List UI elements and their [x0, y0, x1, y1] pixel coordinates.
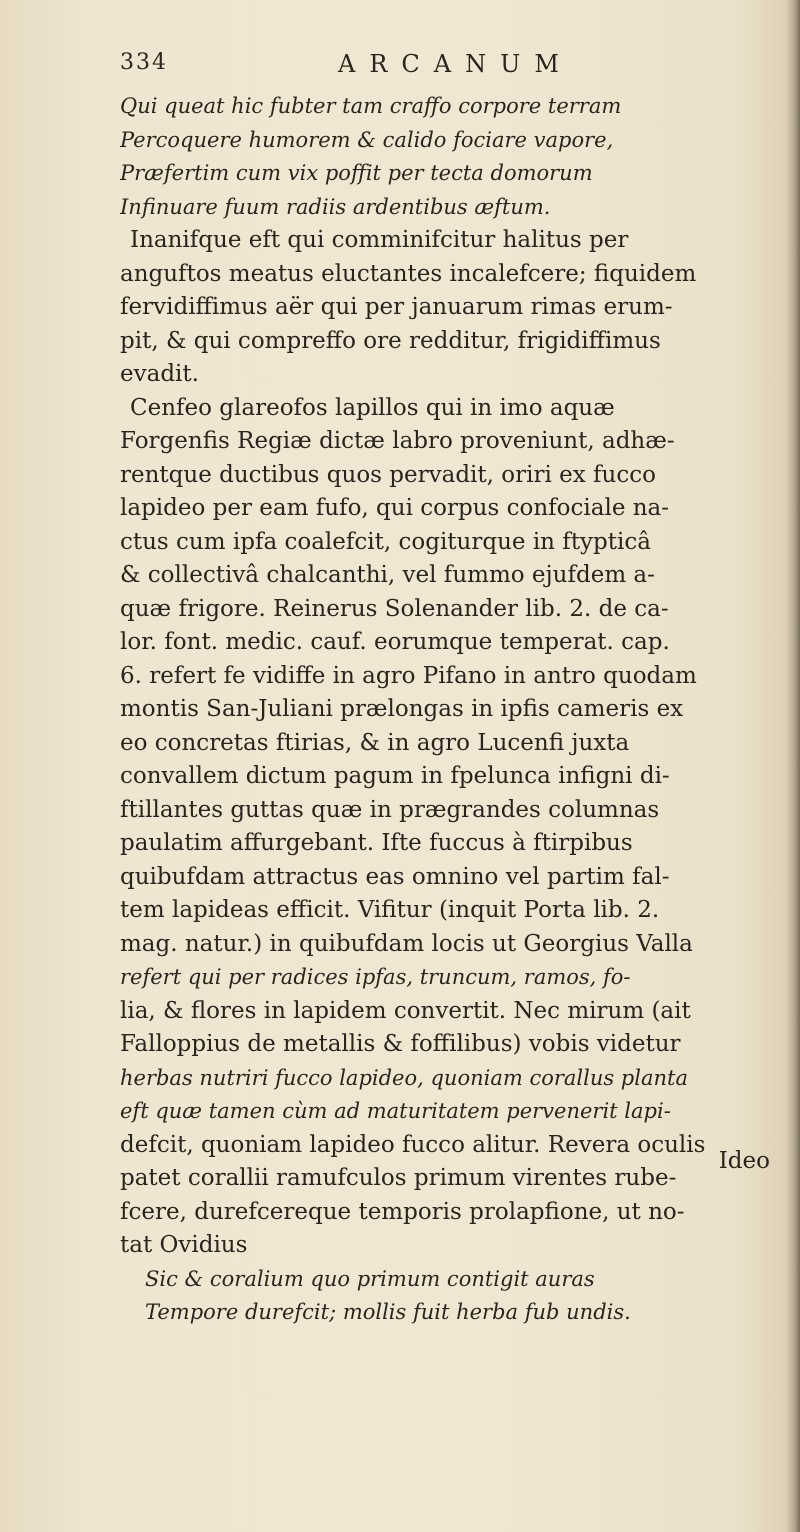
text-line: paulatim affurgebant. Ifte fuccus à ftirpibus [120, 830, 633, 856]
text-line: rentque ductibus quos pervadit, oriri ex fucco [120, 461, 656, 488]
text-line: mag. natur.) in quibufdam locis ut Georgius Valla [120, 930, 693, 957]
text-line: lapideo per eam fufo, qui corpus confociale na- [120, 495, 670, 521]
text-line: 6. refert fe vidiffe in agro Pifano in antro quodam [120, 662, 697, 689]
text-line: patet corallii ramufculos primum virentes rube- [120, 1165, 677, 1191]
text-line: eft quæ tamen cùm ad maturitatem pervenerit lapi- [120, 1099, 671, 1123]
text-line: herbas nutriri fucco lapideo, quoniam corallus planta [120, 1065, 688, 1090]
text-line: lia, & flores in lapidem convertit. Nec mirum (ait [120, 997, 691, 1024]
text-line: quæ frigore. Reinerus Solenander lib. 2. de ca- [120, 595, 669, 622]
text-line: tat Ovidius [120, 1232, 248, 1258]
text-line: pit, & qui compreffo ore redditur, frigidiffimus [120, 327, 661, 354]
verse-line: Præfertim cum vix poffit per tecta domorum [120, 161, 593, 185]
text-line: anguftos meatus eluctantes incalefcere; fiquidem [120, 260, 697, 287]
body-text [120, 90, 780, 1330]
page-number: 334 [120, 50, 168, 75]
text-line: fcere, durefcereque temporis prolapfione, ut no- [120, 1198, 685, 1225]
text-line: lor. font. medic. cauf. eorumque temperat. cap. [120, 629, 670, 655]
text-line: Inanifque eft qui comminifcitur halitus per [130, 227, 629, 253]
page-header [120, 50, 760, 90]
text-line: defcit, quoniam lapideo fucco alitur. Revera oculis [120, 1131, 706, 1158]
text-line: evadit. [120, 361, 199, 387]
text-line: montis San-Juliani prælongas in ipfis cameris ex [120, 696, 684, 722]
text-line: tem lapideas efficit. Vifitur (inquit Porta lib. 2. [120, 897, 660, 923]
text-line: refert qui per radices ipfas, truncum, ramos, fo- [120, 965, 631, 989]
catchword: Ideo [718, 1148, 770, 1174]
verse-line: Infinuare fuum radiis ardentibus æftum. [120, 194, 551, 219]
text-line: Falloppius de metallis & foffilibus) vobis videtur [120, 1031, 681, 1057]
text-line: quibufdam attractus eas omnino vel partim fal- [120, 863, 670, 890]
text-line: convallem dictum pagum in fpelunca infigni di- [120, 763, 670, 789]
text-line: Forgenfis Regiæ dictæ labro proveniunt, adhæ- [120, 428, 675, 454]
verse-line: Qui queat hic fubter tam craffo corpore terram [120, 94, 622, 118]
text-line: ftillantes guttas quæ in prægrandes columnas [120, 796, 660, 823]
text-line: eo concretas ftirias, & in agro Lucenfi juxta [120, 729, 630, 756]
page-edge-shadow [786, 0, 800, 1532]
text-line: & collectivâ chalcanthi, vel fummo ejufdem a- [120, 562, 655, 588]
text-line: ctus cum ipfa coalefcit, cogiturque in ftypticâ [120, 528, 651, 555]
verse-line: Tempore durefcit; mollis fuit herba fub undis. [145, 1300, 631, 1324]
verse-line: Sic & coralium quo primum contigit auras [145, 1266, 595, 1291]
text-line: fervidiffimus aër qui per januarum rimas erum- [120, 294, 673, 320]
verse-line: Percoquere humorem & calido fociare vapore, [120, 127, 614, 152]
running-head: ARCANUM [338, 50, 573, 78]
text-line: Cenfeo glareofos lapillos qui in imo aquæ [130, 394, 615, 421]
